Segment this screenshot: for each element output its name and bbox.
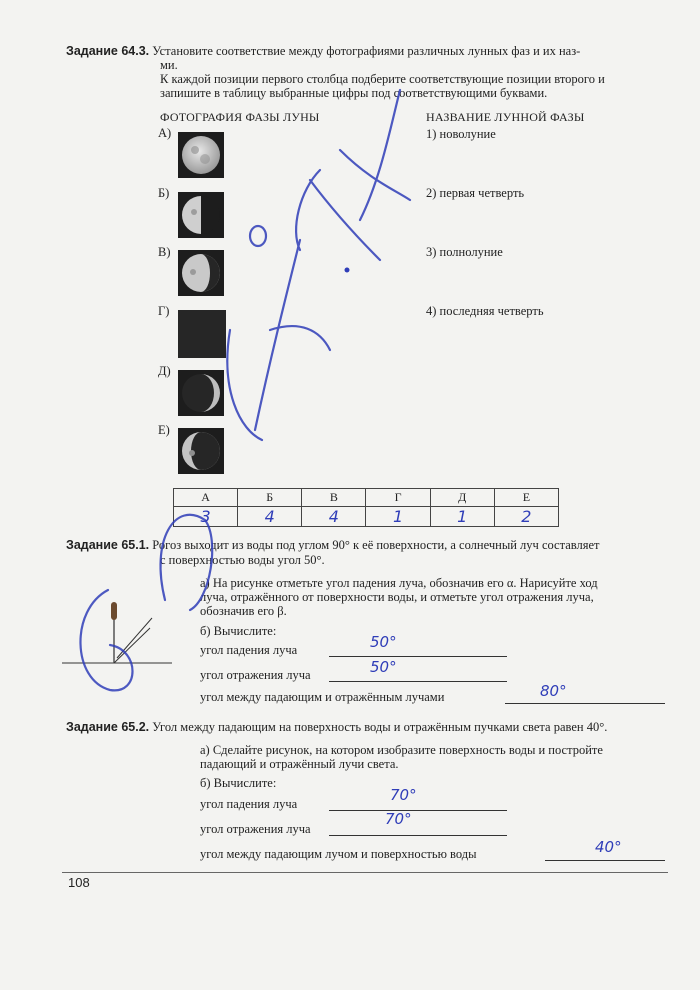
phase-name-2: 2) первая четверть bbox=[426, 186, 525, 200]
task-65-1-answer3: 80° bbox=[540, 682, 567, 700]
table-answer-cell[interactable]: 1 bbox=[430, 507, 494, 527]
task-65-2-b: б) Вычислите: bbox=[200, 776, 277, 790]
photo-label-g: Г) bbox=[158, 304, 170, 318]
table-header-cell: Б bbox=[238, 489, 302, 507]
photo-label-b: Б) bbox=[158, 186, 170, 200]
table-answer-cell[interactable]: 4 bbox=[238, 507, 302, 527]
task-65-2-a-line1: а) Сделайте рисунок, на котором изобразите поверхность воды и постройте bbox=[200, 743, 603, 757]
photo-column-header: ФОТОГРАФИЯ ФАЗЫ ЛУНЫ bbox=[160, 110, 320, 124]
task-64-3-label: Задание 64.3. bbox=[66, 44, 150, 58]
task-65-1-answer2: 50° bbox=[370, 658, 397, 676]
task-65-1-answer1: 50° bbox=[370, 633, 397, 651]
table-header-cell: Е bbox=[494, 489, 558, 507]
page-number: 108 bbox=[68, 875, 90, 890]
task-65-1-q1-label: угол падения луча bbox=[200, 643, 298, 657]
task-65-1-text-line1: Рогоз выходит из воды под углом 90° к её поверхности, а солнечный луч составляет bbox=[152, 538, 600, 552]
task-65-1-a-line3: обозначив его β. bbox=[200, 604, 287, 618]
task-65-1-b: б) Вычислите: bbox=[200, 624, 277, 638]
phase-name-3: 3) полнолуние bbox=[426, 245, 503, 259]
task-65-2-a-line2: падающий и отражённый лучи света. bbox=[200, 757, 399, 771]
table-header-cell: А bbox=[174, 489, 238, 507]
task-65-1-a-line1: а) На рисунке отметьте угол падения луча, обозначив его α. Нарисуйте ход bbox=[200, 576, 598, 590]
photo-label-v: В) bbox=[158, 245, 171, 259]
task-65-2-answer3: 40° bbox=[595, 838, 622, 856]
table-answer-cell[interactable]: 4 bbox=[302, 507, 366, 527]
task-65-2-q3-label: угол между падающим лучом и поверхностью воды bbox=[200, 847, 477, 861]
phase-name-column-header: НАЗВАНИЕ ЛУННОЙ ФАЗЫ bbox=[426, 110, 585, 124]
task-65-2-answer2: 70° bbox=[385, 810, 412, 828]
task-64-3-text-line3: К каждой позиции первого столбца подберите соответствующие позиции второго и bbox=[160, 72, 605, 86]
table-answer-cell[interactable]: 1 bbox=[366, 507, 430, 527]
task-64-3-text-line1: Установите соответствие между фотографиями различных лунных фаз и их наз- bbox=[152, 44, 581, 58]
table-header-cell: В bbox=[302, 489, 366, 507]
photo-label-a: А) bbox=[158, 126, 172, 140]
task-65-1-a-line2: луча, отражённого от поверхности воды, и отметьте угол отражения луча, bbox=[200, 590, 594, 604]
phase-name-4: 4) последняя четверть bbox=[426, 304, 544, 318]
table-header-cell: Д bbox=[430, 489, 494, 507]
table-answer-cell[interactable]: 3 bbox=[174, 507, 238, 527]
task-65-1-label: Задание 65.1. bbox=[66, 538, 150, 552]
table-header-cell: Г bbox=[366, 489, 430, 507]
task-65-2-text-line1: Угол между падающим на поверхность воды и отражённым пучками света равен 40°. bbox=[152, 720, 608, 734]
task-65-1-q3-label: угол между падающим и отражённым лучами bbox=[200, 690, 445, 704]
photo-label-e: Е) bbox=[158, 423, 170, 437]
phase-name-1: 1) новолуние bbox=[426, 127, 496, 141]
task-65-2-answer1: 70° bbox=[390, 786, 417, 804]
task-65-1-text-line2: с поверхностью воды угол 50°. bbox=[160, 553, 325, 567]
table-answer-cell[interactable]: 2 bbox=[494, 507, 558, 527]
task-65-1-q2-label: угол отражения луча bbox=[200, 668, 311, 682]
photo-label-d: Д) bbox=[158, 364, 171, 378]
task-64-3-text-line4: запишите в таблицу выбранные цифры под соответствующими буквами. bbox=[160, 86, 548, 100]
task-65-2-q2-label: угол отражения луча bbox=[200, 822, 311, 836]
task-65-2-q1-label: угол падения луча bbox=[200, 797, 298, 811]
task-64-3-text-line2: ми. bbox=[160, 58, 178, 72]
task-65-2-label: Задание 65.2. bbox=[66, 720, 150, 734]
